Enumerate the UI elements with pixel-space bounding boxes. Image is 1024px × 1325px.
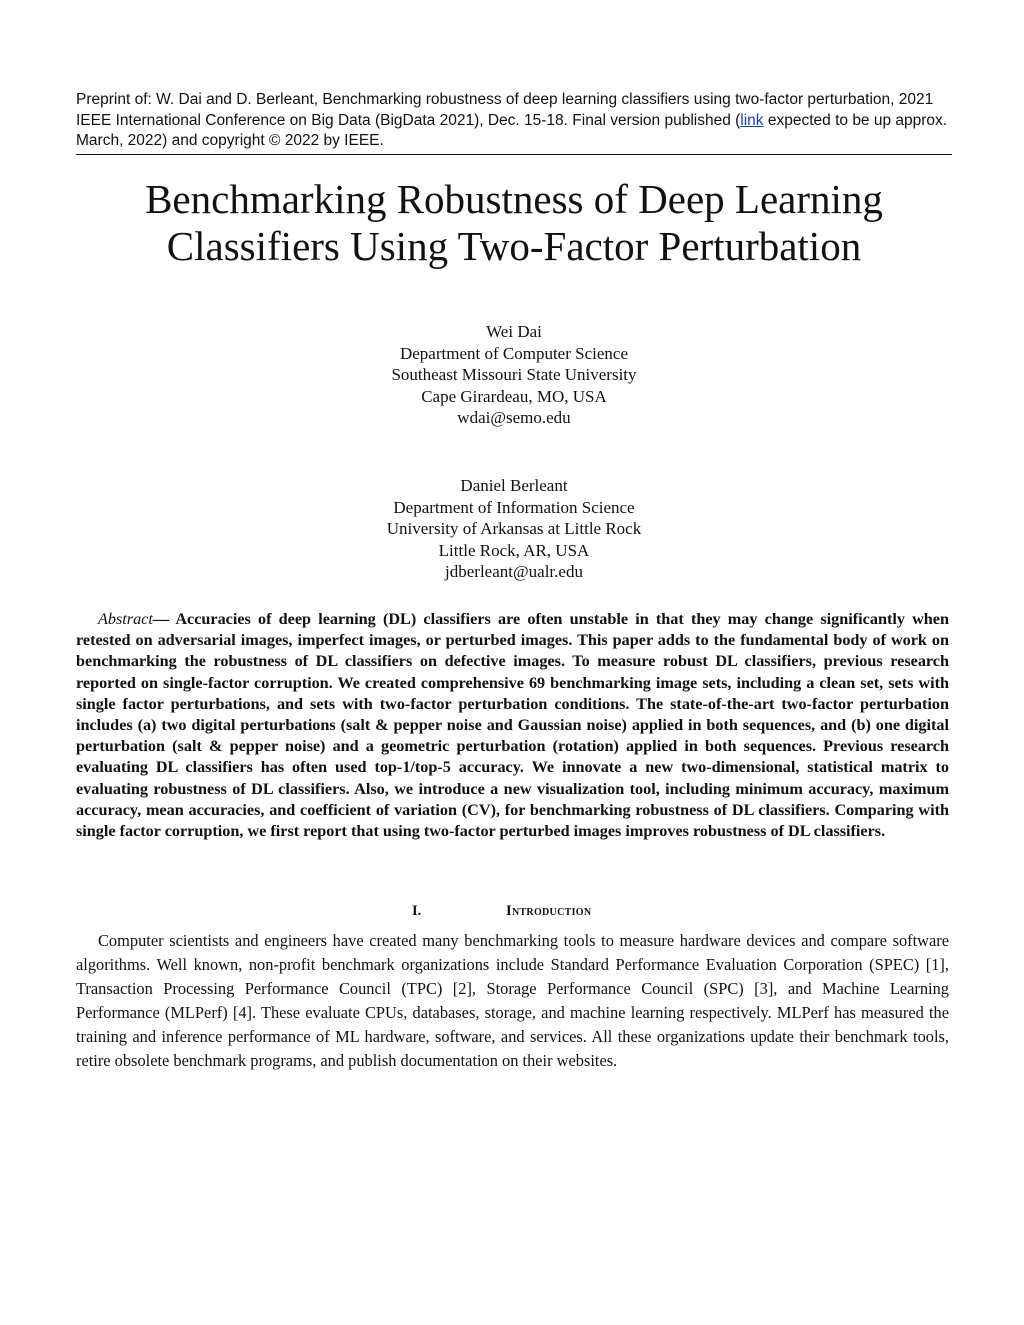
author-block-2 bbox=[76, 475, 952, 583]
preprint-text-before-link: Preprint of: W. Dai and D. Berleant, Benchmarking robustness of deep learning classifiers using two-factor perturbation, 2021 IEEE International Conference on Big Data (BigData 2021), Dec. 15-18. Final version published ( bbox=[76, 91, 934, 129]
abstract-label: Abstract bbox=[98, 610, 153, 628]
paper-title-line-1: Benchmarking Robustness of Deep Learning bbox=[145, 176, 883, 222]
author-name: Daniel Berleant bbox=[460, 476, 568, 495]
author-email: wdai@semo.edu bbox=[457, 408, 571, 427]
abstract bbox=[76, 609, 949, 842]
author-name: Wei Dai bbox=[486, 322, 542, 341]
paper-title bbox=[76, 176, 952, 270]
author-location: Cape Girardeau, MO, USA bbox=[421, 386, 607, 406]
section-name: Introduction bbox=[506, 903, 592, 919]
author-location: Little Rock, AR, USA bbox=[438, 540, 590, 560]
preprint-notice bbox=[76, 90, 952, 155]
author-block-1 bbox=[76, 321, 952, 429]
section-number: I. bbox=[412, 903, 422, 919]
author-department: Department of Computer Science bbox=[399, 343, 628, 363]
author-department: Department of Information Science bbox=[393, 497, 635, 517]
preprint-link[interactable]: link bbox=[740, 111, 764, 129]
author-university: University of Arkansas at Little Rock bbox=[386, 519, 642, 538]
author-university: Southeast Missouri State University bbox=[391, 365, 637, 384]
abstract-text: — Accuracies of deep learning (DL) classifiers are often unstable in that they may change significantly when retested on adversarial images, imperfect images, or perturbed images. This paper adds to the fundamental body of work on benchmarking the robustness of DL classifiers on defective images. To measure robust DL classifiers, previous research reported on single-factor corruption. We created comprehensive 69 benchmarking image sets, including a clean set, sets with single factor perturbations, and sets with two-factor perturbation conditions. The state-of-the-art two-factor perturbation includes (a) two digital perturbations (salt & pepper noise and Gaussian noise) applied in both sequences, and (b) one digital perturbation (salt & pepper noise) and a geometric perturbation (rotation) applied in both sequences. Previous research evaluating DL classifiers has often used top-1/top-5 accuracy. We innovate a new two-dimensional, statistical matrix to evaluating robustness of DL classifiers. Also, we introduce a new visualization tool, including minimum accuracy, maximum accuracy, mean accuracies, and coefficient of variation (CV), for benchmarking robustness of DL classifiers. Comparing with single factor corruption, we first report that using two-factor perturbed images improves robustness of DL classifiers. bbox=[76, 610, 949, 841]
paper-title-line-2: Classifiers Using Two-Factor Perturbation bbox=[166, 223, 862, 269]
author-email: jdberleant@ualr.edu bbox=[445, 562, 583, 581]
preprint-text-after-link: expected to be up approx. March, 2022) and copyright © 2022 by IEEE. bbox=[76, 111, 948, 149]
intro-paragraph: Computer scientists and engineers have created many benchmarking tools to measure hardware devices and compare software algorithms. Well known, non-profit benchmark organizations include Standard Performance Evaluation Corporation (SPEC) [1], Transaction Processing Performance Council (TPC) [2], Storage Performance Council (SPC) [3], and Machine Learning Performance (MLPerf) [4]. These evaluate CPUs, databases, storage, and machine learning respectively. MLPerf has measured the training and inference performance of ML hardware, software, and services. All these organizations update their benchmark tools, retire obsolete benchmark programs, and publish documentation on their websites. bbox=[76, 931, 949, 1071]
